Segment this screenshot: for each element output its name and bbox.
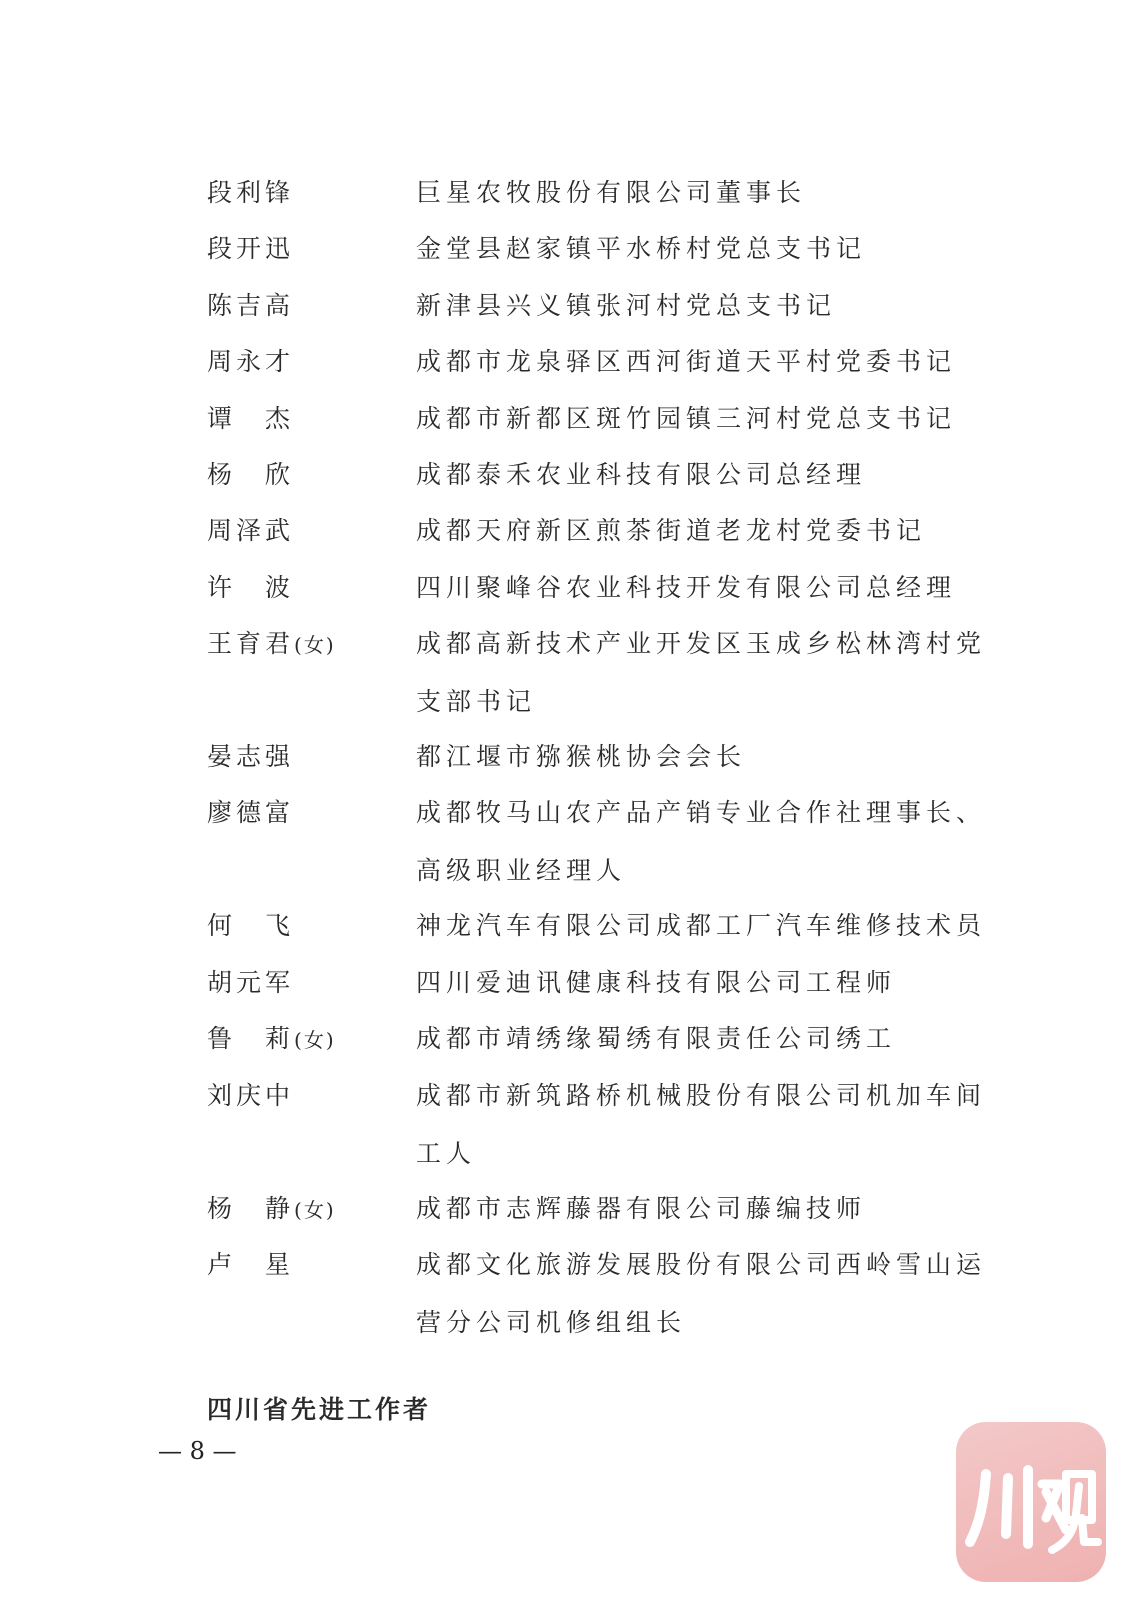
person-title: 神龙汽车有限公司成都工厂汽车维修技术员 — [416, 911, 987, 941]
chuanguan-logo-icon — [956, 1422, 1106, 1582]
person-title: 巨星农牧股份有限公司董事长 — [416, 178, 807, 208]
person-name: 廖德富 — [207, 798, 295, 827]
person-title: 四川聚峰谷农业科技开发有限公司总经理 — [416, 573, 957, 603]
watermark-logo — [956, 1422, 1106, 1582]
person-name: 许 波 — [207, 573, 295, 602]
person-title: 成都市新筑路桥机械股份有限公司机加车间工人 — [416, 1081, 987, 1168]
person-title: 成都市龙泉驿区西河街道天平村党委书记 — [416, 347, 957, 377]
page-number: — 8 — — [158, 1437, 237, 1465]
person-title: 成都市新都区斑竹园镇三河村党总支书记 — [416, 404, 957, 434]
person-title: 成都牧马山农产品产销专业合作社理事长、高级职业经理人 — [416, 798, 987, 885]
person-title: 四川爱迪讯健康科技有限公司工程师 — [416, 968, 897, 998]
person-name: 王育君(女) — [207, 629, 336, 658]
person-title: 成都文化旅游发展股份有限公司西岭雪山运营分公司机修组组长 — [416, 1250, 987, 1337]
person-title: 成都泰禾农业科技有限公司总经理 — [416, 460, 867, 490]
person-name: 陈吉高 — [207, 291, 295, 320]
person-name: 鲁 莉(女) — [207, 1024, 336, 1053]
person-title: 都江堰市猕猴桃协会会长 — [416, 742, 747, 772]
person-name: 杨 静(女) — [207, 1194, 336, 1223]
person-name: 段开迅 — [207, 234, 295, 263]
person-title: 成都市志辉藤器有限公司藤编技师 — [416, 1194, 867, 1224]
person-name: 段利锋 — [207, 178, 295, 207]
person-name: 胡元军 — [207, 968, 295, 997]
person-name: 卢 星 — [207, 1250, 295, 1279]
person-name: 周泽武 — [207, 516, 295, 545]
section-heading: 四川省先进工作者 — [207, 1395, 432, 1424]
person-name: 谭 杰 — [207, 404, 295, 433]
person-name: 晏志强 — [207, 742, 295, 771]
person-name: 杨 欣 — [207, 460, 295, 489]
person-title: 成都天府新区煎茶街道老龙村党委书记 — [416, 516, 927, 546]
person-name: 何 飞 — [207, 911, 295, 940]
person-title: 成都市靖绣缘蜀绣有限责任公司绣工 — [416, 1024, 897, 1054]
person-title: 新津县兴义镇张河村党总支书记 — [416, 291, 837, 321]
person-name: 周永才 — [207, 347, 295, 376]
person-title: 成都高新技术产业开发区玉成乡松林湾村党支部书记 — [416, 629, 987, 716]
person-title: 金堂县赵家镇平水桥村党总支书记 — [416, 234, 867, 264]
person-name: 刘庆中 — [207, 1081, 295, 1110]
